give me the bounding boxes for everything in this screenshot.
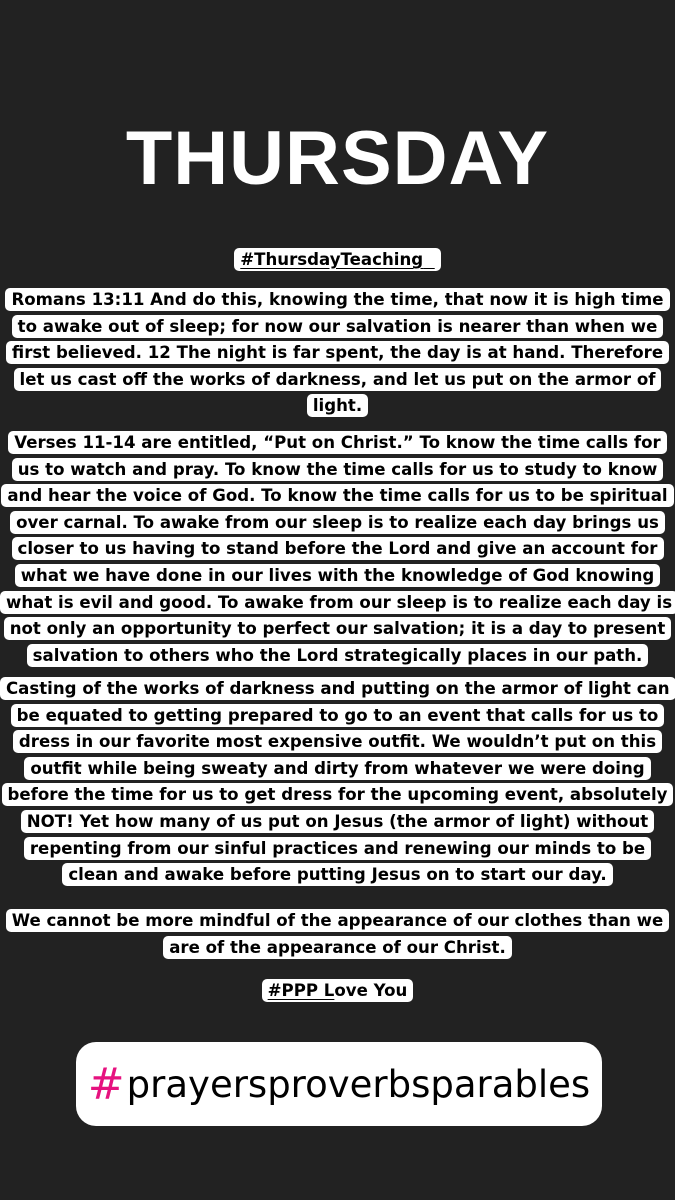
scripture-text: Romans 13:11 And do this, knowing the time, that now it is high time to awake out of sleep; for now our salvation is nearer than when we first believed. 12 The night is far spent, the day is at hand. Therefore let us cast off the works of darkness, and let us put on the armor of light.: [5, 288, 669, 417]
teaching-paragraph-1: [0, 430, 675, 669]
teaching-text-2: Casting of the works of darkness and putting on the armor of light can be equated to getting prepared to go to an event that calls for us to dress in our favorite most expensive outfit. We wouldn’t put on this outfit while being sweaty and dirty from whatever we were doing before the time for us to get dress for the upcoming event, absolutely NOT! Yet how many of us put on Jesus (the armor of light) without repenting from our sinful practices and renewing our minds to be clean and awake before putting Jesus on to start our day.: [0, 677, 675, 886]
teaching-text-1: Verses 11-14 are entitled, “Put on Christ.” To know the time calls for us to watch and pray. To know the time calls for us to study to know and hear the voice of God. To know the time calls for us to be spiritual over carnal. To awake from our sleep is to realize each day brings us closer to us having to stand before the Lord and give an account for what we have done in our lives with the knowledge of God knowing what is evil and good. To awake from our sleep is to realize each day is not only an opportunity to perfect our salvation; it is a day to present salvation to others who the Lord strategically places in our path.: [0, 431, 675, 667]
signoff-line: [0, 978, 675, 1005]
closing-paragraph: [0, 908, 675, 961]
hashtag-thursday-teaching[interactable]: [0, 247, 675, 274]
hash-icon: #: [87, 1058, 125, 1110]
brand-hashtag-text: prayersproverbsparables: [126, 1062, 591, 1106]
hashtag-trailing-space: [423, 250, 435, 269]
signoff-rest: ove You: [334, 981, 408, 1000]
story-title: THURSDAY: [125, 116, 550, 201]
scripture-paragraph: [0, 287, 675, 420]
brand-hashtag-sticker[interactable]: [76, 1042, 602, 1126]
teaching-paragraph-2: [0, 676, 675, 889]
hashtag-text[interactable]: #ThursdayTeaching: [240, 250, 424, 269]
signoff-hashtag[interactable]: #PPP L: [267, 981, 335, 1000]
closing-text: We cannot be more mindful of the appearance of our clothes than we are of the appearance of our Christ.: [6, 909, 669, 959]
